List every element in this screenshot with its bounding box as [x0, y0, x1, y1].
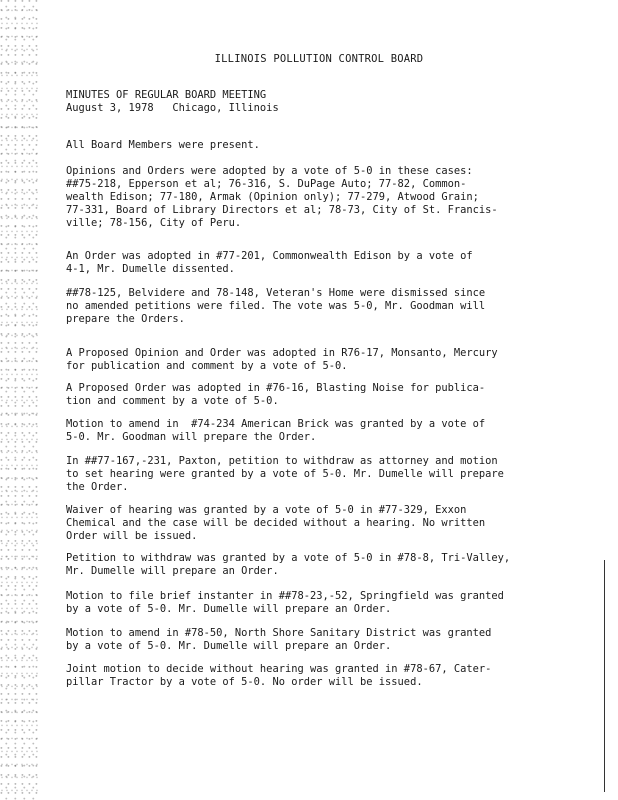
paragraph-dismissals: ##78-125, Belvidere and 78-148, Veteran's Home were dismissed since no amended petitions were filed. The vote was 5-0, Mr. Goodman will prepare the Orders. — [66, 287, 486, 325]
paragraph-waiver-exxon: Waiver of hearing was granted by a vote of 5-0 in #77-329, Exxon Chemical and the case will be decided without a hearing. No written Order will be issued. — [66, 504, 486, 542]
paragraph-proposed-order: A Proposed Order was adopted in #76-16, Blasting Noise for publica- tion and comment by a vote of 5-0. — [66, 382, 486, 407]
scan-edge-noise — [0, 0, 40, 800]
paragraph-proposed-opinion: A Proposed Opinion and Order was adopted in R76-17, Monsanto, Mercury for publication and comment by a vote of 5-0. — [66, 347, 498, 372]
meeting-date-location: August 3, 1978 Chicago, Illinois — [66, 102, 279, 114]
board-heading — [0, 53, 618, 65]
paragraph-caterpillar: Joint motion to decide without hearing was granted in #78-67, Cater- pillar Tractor by a vote of 5-0. No order will be issued. — [66, 663, 492, 688]
paragraph-order-77-201: An Order was adopted in #77-201, Commonwealth Edison by a vote of 4-1, Mr. Dumelle dissented. — [66, 250, 473, 275]
paragraph-tri-valley: Petition to withdraw was granted by a vote of 5-0 in #78-8, Tri-Valley, Mr. Dumelle will prepare an Order. — [66, 552, 511, 577]
paragraph-attendance: All Board Members were present. — [66, 139, 260, 151]
paragraph-north-shore: Motion to amend in #78-50, North Shore Sanitary District was granted by a vote of 5-0. Mr. Dumelle will prepare an Order. — [66, 627, 492, 652]
paragraph-opinions-orders: Opinions and Orders were adopted by a vote of 5-0 in these cases: ##75-218, Epperson et al; 76-316, S. DuPage Auto; 77-82, Common- wealth Edison; 77-180, Armak (Opinion only); 77-279, Atwood Grain; 77-331, Board of Library Directors et al; 78-73, City of St. Francis- ville; 78-156, City of Peru. — [66, 165, 498, 229]
paragraph-springfield: Motion to file brief instanter in ##78-23,-52, Springfield was granted by a vote of 5-0. Mr. Dumelle will prepare an Order. — [66, 590, 504, 615]
minutes-title: MINUTES OF REGULAR BOARD MEETING — [66, 89, 267, 101]
paragraph-paxton: In ##77-167,-231, Paxton, petition to withdraw as attorney and motion to set hearing were granted by a vote of 5-0. Mr. Dumelle will prepare the Order. — [66, 455, 504, 493]
board-name: ILLINOIS POLLUTION CONTROL BOARD — [214, 53, 424, 65]
margin-line — [604, 560, 605, 792]
paragraph-motion-amend-74-234: Motion to amend in #74-234 American Brick was granted by a vote of 5-0. Mr. Goodman will prepare the Order. — [66, 418, 486, 443]
